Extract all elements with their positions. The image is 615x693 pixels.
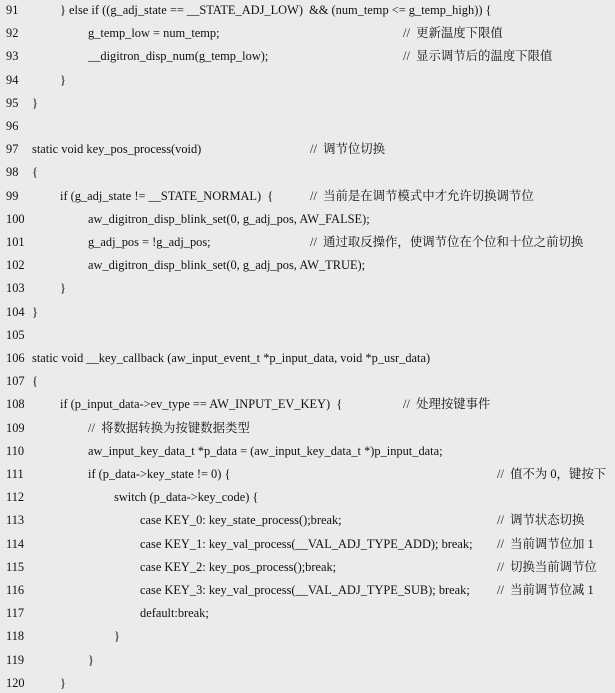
code-line [0,348,615,368]
code-text: if (g_adj_state != __STATE_NORMAL) { [60,188,274,203]
code-line [0,23,615,43]
code-text: case KEY_1: key_val_process(__VAL_ADJ_TYPE_ADD); break; [140,536,473,551]
code-line [0,650,615,670]
code-line [0,232,615,252]
line-number: 102 [6,258,25,273]
code-line [0,325,615,345]
line-number: 109 [6,420,25,435]
line-number: 105 [6,327,25,342]
code-text: { [32,374,38,389]
code-line [0,255,615,275]
line-number: 104 [6,304,25,319]
code-text: static void key_pos_process(void) [32,142,202,157]
code-text: __digitron_disp_num(g_temp_low); [88,49,269,64]
line-number: 93 [6,49,19,64]
line-number: 95 [6,95,19,110]
code-text: } [60,281,66,296]
code-line [0,510,615,530]
code-comment: // 通过取反操作，使调节位在个位和十位之前切换 [310,235,584,249]
code-text: } [114,629,120,644]
code-text: } [32,304,38,319]
code-line [0,673,615,693]
code-text: } [60,72,66,87]
code-line [0,70,615,90]
code-text: default:break; [140,606,209,621]
code-comment: // 切换当前调节位 [497,559,597,574]
code-line [0,278,615,298]
code-text: case KEY_3: key_val_process(__VAL_ADJ_TYPE_SUB); break; [140,583,470,597]
code-comment: // 当前调节位加 1 [497,536,594,551]
code-line [0,464,615,484]
code-text: // 将数据转换为按键数据类型 [88,420,250,435]
line-number: 101 [6,235,25,249]
code-text: static void __key_callback (aw_input_event_t *p_input_data, void *p_usr_data) [32,351,431,365]
code-text: aw_digitron_disp_blink_set(0, g_adj_pos, AW_TRUE); [88,258,366,273]
line-number: 115 [6,559,25,574]
code-text: aw_input_key_data_t *p_data = (aw_input_key_data_t *)p_input_data; [88,443,443,458]
line-number: 118 [6,629,25,644]
code-line [0,394,615,414]
code-line [0,626,615,646]
code-comment: // 当前调节位减 1 [497,583,594,597]
code-comment: // 当前是在调节模式中才允许切换调节位 [310,188,534,203]
line-number: 91 [6,3,19,17]
code-line [0,139,615,159]
code-line [0,186,615,206]
line-number: 116 [6,583,25,597]
code-text: } else if ((g_adj_state == __STATE_ADJ_LOW) && (num_temp <= g_temp_high)) { [60,3,492,17]
line-number: 97 [6,142,19,157]
line-number: 120 [6,675,25,690]
code-line [0,418,615,438]
line-number: 100 [6,211,25,226]
line-number: 112 [6,490,25,505]
line-number: 110 [6,443,25,458]
code-line [0,603,615,623]
code-comment: // 值不为 0，键按下 [497,467,607,481]
code-line [0,93,615,113]
code-line [0,371,615,391]
code-text: case KEY_2: key_pos_process();break; [140,559,337,574]
line-number: 94 [6,72,19,87]
line-number: 114 [6,536,25,551]
code-line [0,580,615,600]
code-line [0,441,615,461]
line-number: 107 [6,374,25,389]
code-line [0,0,615,20]
line-number: 103 [6,281,25,296]
code-text: if (p_data->key_state != 0) { [88,467,231,481]
line-number: 99 [6,188,19,203]
code-text: g_temp_low = num_temp; [88,26,220,41]
line-number: 98 [6,165,19,180]
code-line [0,209,615,229]
line-number: 108 [6,397,25,412]
code-comment: // 显示调节后的温度下限值 [403,49,553,64]
code-comment: // 调节状态切换 [497,513,585,528]
code-text: switch (p_data->key_code) { [114,490,259,505]
code-text: } [60,675,66,690]
code-text: g_adj_pos = !g_adj_pos; [88,235,211,249]
line-number: 119 [6,652,25,667]
code-line [0,534,615,554]
code-line [0,557,615,577]
line-number: 106 [6,351,25,365]
code-line [0,162,615,182]
code-text: } [88,652,94,667]
code-line [0,116,615,136]
line-number: 117 [6,606,25,621]
line-number: 113 [6,513,25,528]
code-text: } [32,95,38,110]
code-text: { [32,165,38,180]
line-number: 96 [6,119,19,133]
code-line [0,46,615,66]
code-line [0,302,615,322]
code-text: case KEY_0: key_state_process();break; [140,513,342,528]
code-comment: // 更新温度下限值 [403,26,503,41]
code-comment: // 处理按键事件 [403,397,491,412]
code-text: if (p_input_data->ev_type == AW_INPUT_EV_KEY) { [60,397,343,412]
code-text: aw_digitron_disp_blink_set(0, g_adj_pos, AW_FALSE); [88,211,370,226]
line-number: 111 [6,467,24,481]
line-number: 92 [6,26,19,41]
code-line [0,487,615,507]
code-comment: // 调节位切换 [310,142,386,157]
